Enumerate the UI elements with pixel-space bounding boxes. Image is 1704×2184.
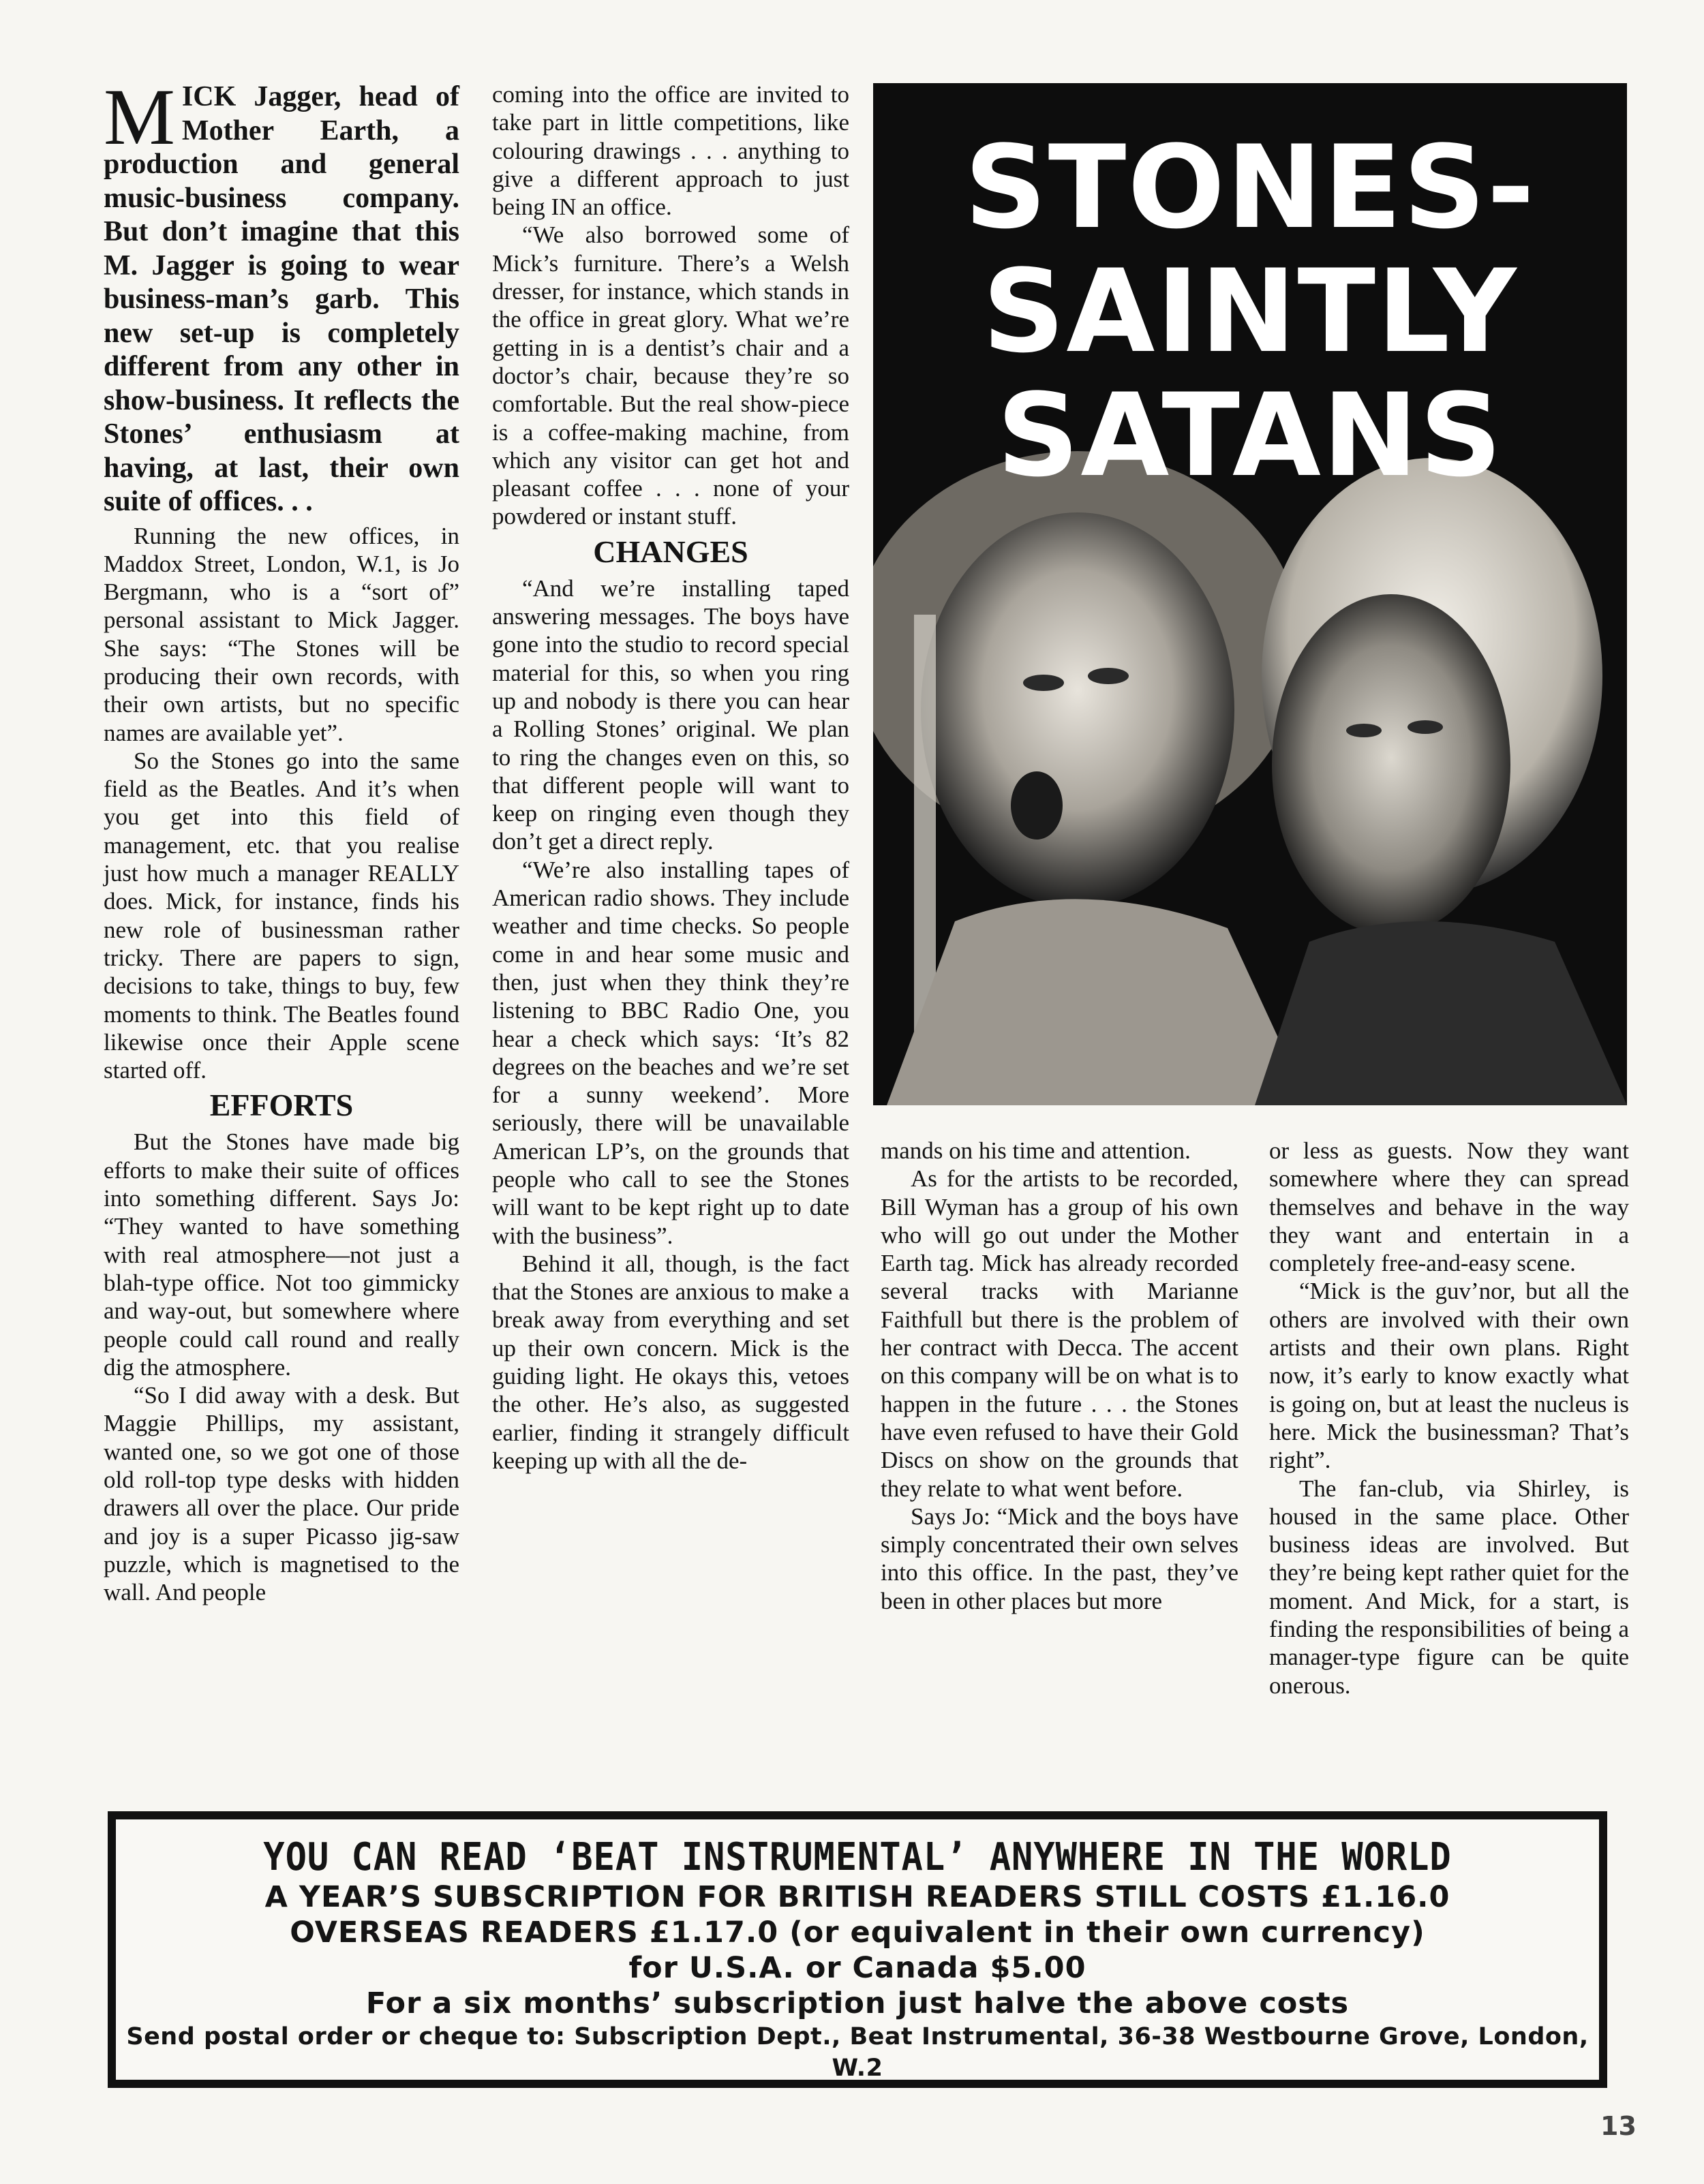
paragraph: or less as guests. Now they want somewhere where they can spread themselves and behave in the way they want and entertain in a completely free-and-easy scene.: [1269, 1137, 1629, 1277]
paragraph: But the Stones have made big efforts to make their suite of offices into something different. Says Jo: “They wanted to have something with real atmosphere—not just a blah-type office. Not too gimmicky and way-out, but somewhere where people could call round and really dig the atmosphere.: [104, 1128, 459, 1381]
subhead-efforts: EFFORTS: [209, 1088, 354, 1123]
subhead-changes: CHANGES: [593, 534, 748, 569]
paragraph: “Mick is the guv’nor, but all the others are involved with their own artists and their own plans. Right now, it’s early to know exactly what is going on, but at least the nucleus is here. Mick the businessman? That’s right”.: [1269, 1278, 1629, 1474]
page-number: 13: [1600, 2111, 1637, 2141]
subscription-address: Send postal order or cheque to: Subscription Dept., Beat Instrumental, 36-38 Westbourne Grove, London, W.2: [126, 2023, 1589, 2082]
article-column-2: [492, 80, 849, 1475]
figure-left-shirt: [887, 899, 1309, 1105]
paragraph: “We’re also installing tapes of American radio shows. They include weather and time checks. So people come in and hear some music and then, just when they think they’re listening to BBC Radio One, you hear a check which says: ‘It’s 82 degrees on the beaches and we’re set for a sunny weekend’. More seriously, there will be unavailable American LP’s, on the grounds that people who call to see the Stones will want to be kept right up to date with the business”.: [492, 856, 849, 1249]
paragraph: Behind it all, though, is the fact that the Stones are anxious to make a break away from everything and set up their own concern. Mick is the guiding light. He okays this, vetoes the other. He’s also, as suggested earlier, finding it strangely difficult keeping up with all the de-: [492, 1250, 849, 1474]
subscription-british-price: A YEAR’S SUBSCRIPTION FOR BRITISH READERS STILL COSTS £1.16.0: [264, 1880, 1450, 1914]
figure-left-eye: [1088, 668, 1129, 684]
paragraph: coming into the office are invited to take part in little competitions, like colouring drawings . . . anything to give a different approach to just being IN an office.: [492, 81, 849, 221]
article-column-1: [104, 72, 459, 1606]
article-column-4: [1269, 1137, 1629, 1699]
figure-right-face: [1272, 594, 1510, 935]
paragraph: The fan-club, via Shirley, is housed in the same place. Other business ideas are involved. But they’re being kept rather quiet for the moment. And Mick, for a start, is finding the responsibilities of being a manager-type figure can be quite onerous.: [1269, 1475, 1629, 1699]
subscription-overseas-price: OVERSEAS READERS £1.17.0 (or equivalent in their own currency): [290, 1916, 1425, 1950]
headline: [873, 121, 1627, 502]
lead-text: ICK Jagger, head of Mother Earth, a production and general music-business company. But don’t imagine that this M. Jagger is going to wear business-man’s garb. This new set-up is completely different from any other in show-business. It reflects the Stones’ enthusiasm at having, at last, their own suite of offices. . .: [104, 81, 459, 517]
headline-photo-block: [873, 83, 1627, 1105]
figure-right-eye: [1346, 724, 1382, 737]
headline-line: STONES-: [964, 121, 1536, 254]
paragraph: “We also borrowed some of Mick’s furniture. There’s a Welsh dresser, for instance, which stands in the office in great glory. What we’re getting in is a dentist’s chair and a doctor’s chair, because they’re so comfortable. But the real show-piece is a coffee-making machine, from which any visitor can get hot and pleasant coffee . . . none of your powdered or instant stuff.: [492, 221, 849, 530]
paragraph: Says Jo: “Mick and the boys have simply concentrated their own selves into this office. In the past, they’ve been in other places but more: [881, 1503, 1238, 1614]
figure-left-mouth: [1011, 771, 1063, 840]
paragraph: “And we’re installing taped answering messages. The boys have gone into the studio to record special material for this, so when you ring up and nobody is there you can hear a Rolling Stones’ original. We plan to ring the changes even on this, so that different people will want to keep on ringing even though they don’t get a direct reply.: [492, 574, 849, 855]
figure-right-shirt: [1255, 921, 1627, 1105]
headline-line: SATANS: [996, 369, 1504, 502]
figure-left-eye: [1023, 675, 1064, 691]
drop-cap: M: [104, 72, 175, 162]
subscription-usa-price: for U.S.A. or Canada $5.00: [628, 1951, 1086, 1985]
subscription-headline: YOU CAN READ ‘BEAT INSTRUMENTAL’ ANYWHERE IN THE WORLD: [263, 1835, 1452, 1879]
subscription-six-months: For a six months’ subscription just halve the above costs: [365, 1986, 1350, 2020]
paragraph: mands on his time and attention.: [881, 1137, 1191, 1164]
paragraph: “So I did away with a desk. But Maggie Phillips, my assistant, wanted one, so we got one of those old roll-top type desks with hidden drawers all over the place. Our pride and joy is a super Picasso jig-saw puzzle, which is magnetised to the wall. And people: [104, 1382, 459, 1606]
paragraph: As for the artists to be recorded, Bill Wyman has a group of his own who will go out under the Mother Earth tag. Mick has already recorded several tracks with Marianne Faithfull but there is the problem of her contract with Decca. The accent on this company will be on what is to happen in the future . . . the Stones have even refused to have their Gold Discs on show on the grounds that they relate to what went before.: [881, 1165, 1238, 1502]
article-column-3: [881, 1137, 1238, 1615]
subscription-advert: [108, 1811, 1607, 2088]
headline-line: SAINTLY: [982, 245, 1518, 378]
paragraph: So the Stones go into the same field as the Beatles. And it’s when you get into this field of management, etc. that you realise just how much a manager REALLY does. Mick, for instance, finds his new role of businessman rather tricky. There are papers to sign, decisions to take, things to buy, few moments to think. The Beatles found likewise once their Apple scene started off.: [104, 747, 459, 1084]
figure-right-eye: [1408, 720, 1443, 734]
figure-left-face: [921, 512, 1234, 908]
paragraph: Running the new offices, in Maddox Street, London, W.1, is Jo Bergmann, who is a “sort of” personal assistant to Mick Jagger. She says: “The Stones will be producing their own records, with their own artists, but no specific names are available yet”.: [104, 522, 459, 746]
lead-paragraph: [104, 72, 459, 519]
